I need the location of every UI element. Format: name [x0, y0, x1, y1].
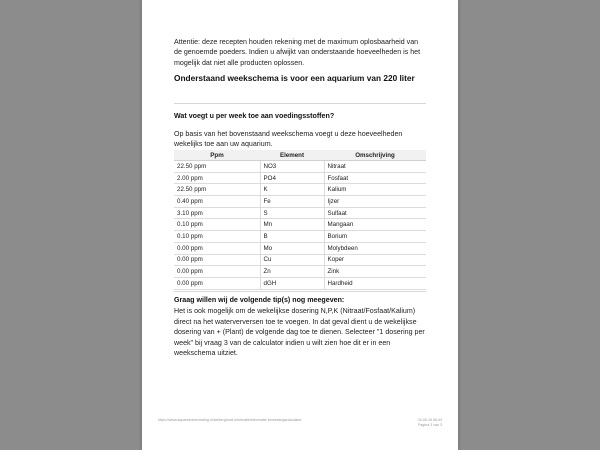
table-row	[174, 196, 426, 208]
ppm-cell: 0.10 ppm	[174, 231, 260, 243]
pdf-page	[142, 0, 458, 450]
table-row	[174, 254, 426, 266]
element-cell: Fe	[260, 196, 324, 208]
tips-paragraph: Het is ook mogelijk om de wekelijkse dosering N,P,K (Nitraat/Fosfaat/Kalium) direct na het waterverversen toe te voegen. In dat geval dient u de wekelijkse dosering van + (Plant) de volgende dag toe te dienen. Selecteer "1 dosering per week" bij vraag 3 van de calculator indien u wilt zien hoe dit er in een weekschema uitziet.	[174, 307, 425, 358]
table-row	[174, 231, 426, 243]
element-cell: PO4	[260, 172, 324, 184]
table-header-row	[174, 150, 426, 161]
ppm-cell: 0.00 ppm	[174, 254, 260, 266]
element-cell: Cu	[260, 254, 324, 266]
intro-paragraph: Attentie: deze recepten houden rekening met de maximum oplosbaarheid van de genoemde poeders. Indien u afwijkt van onderstaande hoeveelheden is het mogelijk dat niet alle producten oplossen.	[174, 38, 421, 67]
divider	[174, 103, 426, 104]
description-cell: Borium	[324, 231, 426, 243]
ppm-cell: 0.00 ppm	[174, 277, 260, 289]
description-cell: Molybdeen	[324, 242, 426, 254]
element-cell: dGH	[260, 277, 324, 289]
footer-page-number: Pagina 3 van 3	[418, 422, 442, 427]
ppm-cell: 0.00 ppm	[174, 266, 260, 278]
column-header-description: Omschrijving	[324, 150, 426, 161]
element-cell: NO3	[260, 161, 324, 173]
element-cell: Zn	[260, 266, 324, 278]
ppm-cell: 0.10 ppm	[174, 219, 260, 231]
description-cell: Sulfaat	[324, 207, 426, 219]
description-cell: Koper	[324, 254, 426, 266]
nutrient-table	[174, 150, 426, 290]
description-cell: Fosfaat	[324, 172, 426, 184]
basis-paragraph: Op basis van het bovenstaand weekschema voegt u deze hoeveelheden wekelijks toe aan uw aquarium.	[174, 130, 403, 149]
element-cell: K	[260, 184, 324, 196]
nutrients-heading: Wat voegt u per week toe aan voedingsstoffen?	[174, 112, 335, 120]
description-cell: Zink	[324, 266, 426, 278]
table-row	[174, 219, 426, 231]
footer-url: https://www.aquariumbemesting.nl/achtergrond-informatie/informatie-bemestingscalculator	[158, 418, 302, 422]
element-cell: Mo	[260, 242, 324, 254]
table-row	[174, 277, 426, 289]
table-row	[174, 242, 426, 254]
ppm-cell: 22.50 ppm	[174, 184, 260, 196]
element-cell: S	[260, 207, 324, 219]
element-cell: B	[260, 231, 324, 243]
tips-heading: Graag willen wij de volgende tip(s) nog meegeven:	[174, 296, 345, 304]
ppm-cell: 3.10 ppm	[174, 207, 260, 219]
table-row	[174, 172, 426, 184]
divider	[174, 291, 426, 292]
table-row	[174, 184, 426, 196]
ppm-cell: 2.00 ppm	[174, 172, 260, 184]
column-header-element: Element	[260, 150, 324, 161]
table-row	[174, 161, 426, 173]
description-cell: Hardheid	[324, 277, 426, 289]
description-cell: Ijzer	[324, 196, 426, 208]
table-row	[174, 207, 426, 219]
ppm-cell: 0.40 ppm	[174, 196, 260, 208]
description-cell: Mangaan	[324, 219, 426, 231]
footer-meta	[418, 418, 442, 427]
footer-timestamp: 04-05-16 06:44	[417, 418, 442, 422]
ppm-cell: 22.50 ppm	[174, 161, 260, 173]
table-row	[174, 266, 426, 278]
element-cell: Mn	[260, 219, 324, 231]
column-header-ppm: Ppm	[174, 150, 260, 161]
ppm-cell: 0.00 ppm	[174, 242, 260, 254]
main-heading: Onderstaand weekschema is voor een aquarium van 220 liter	[174, 73, 415, 83]
description-cell: Kalium	[324, 184, 426, 196]
description-cell: Nitraat	[324, 161, 426, 173]
